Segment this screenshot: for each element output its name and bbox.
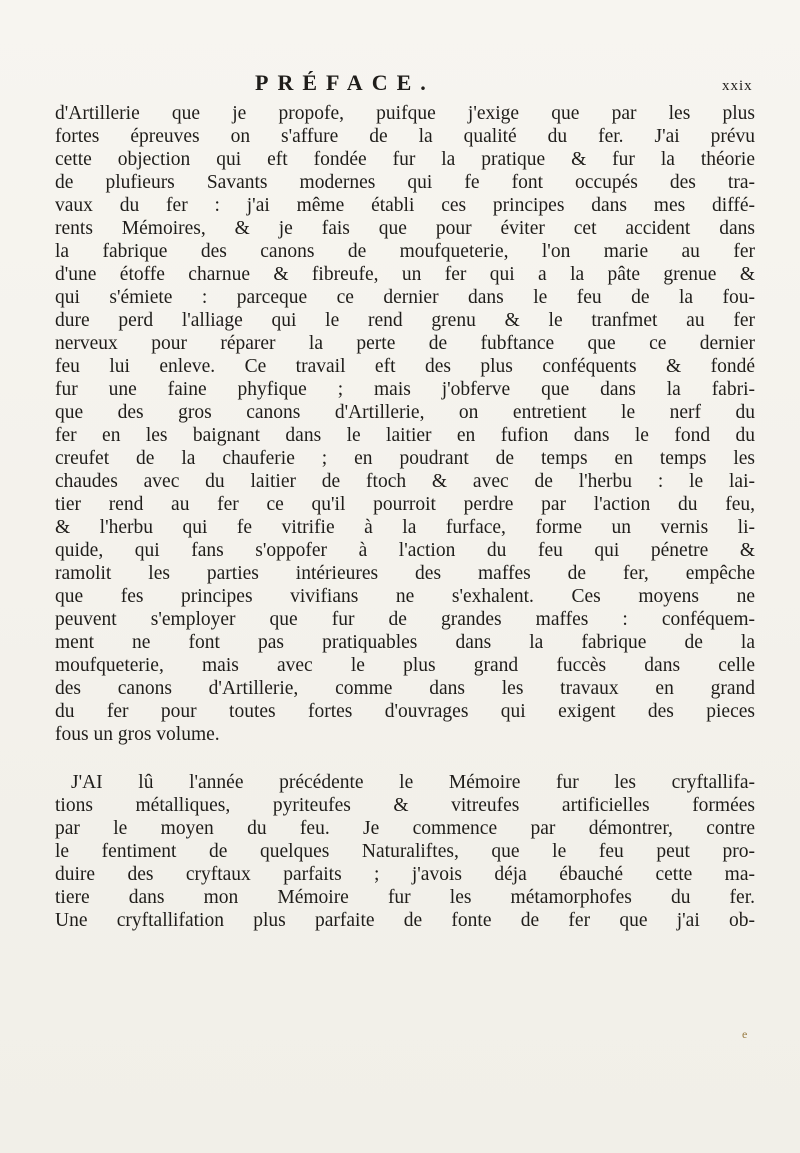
page-title: PRÉFACE. (255, 70, 435, 95)
text-line: tions métalliques, pyriteufes & vitreufes artificielles formées (55, 795, 755, 816)
text-line: des canons d'Artillerie, comme dans les travaux en grand (55, 678, 755, 699)
text-line: duire des cryftaux parfaits ; j'avois déja ébauché cette ma- (55, 864, 755, 885)
text-line: qui s'émiete : parceque ce dernier dans le feu de la fou- (55, 287, 755, 308)
text-line: fortes épreuves on s'affure de la qualité du fer. J'ai prévu (55, 126, 755, 147)
text-line: que fes principes vivifians ne s'exhalent. Ces moyens ne (55, 586, 755, 607)
text-line: creufet de la chauferie ; en poudrant de temps en temps les (55, 448, 755, 469)
text-line: chaudes avec du laitier de ftoch & avec de l'herbu : le lai- (55, 471, 755, 492)
text-line: fous un gros volume. (55, 724, 220, 745)
text-line: moufqueterie, mais avec le plus grand fuccès dans celle (55, 655, 755, 676)
text-line: du fer pour toutes fortes d'ouvrages qui exigent des pieces (55, 701, 755, 722)
text-line: rents Mémoires, & je fais que pour éviter cet accident dans (55, 218, 755, 239)
running-head (0, 70, 800, 100)
text-line: fer en les baignant dans le laitier en fufion dans le fond du (55, 425, 755, 446)
text-line: de plufieurs Savants modernes qui fe font occupés des tra- (55, 172, 755, 193)
text-line: cette objection qui eft fondée fur la pratique & fur la théorie (55, 149, 755, 170)
text-line: fur une faine phyfique ; mais j'obferve que dans la fabri- (55, 379, 755, 400)
text-line: d'une étoffe charnue & fibreufe, un fer qui a la pâte grenue & (55, 264, 755, 285)
text-line: ment ne font pas pratiquables dans la fabrique de la (55, 632, 755, 653)
text-line: le fentiment de quelques Naturaliftes, que le feu peut pro- (55, 841, 755, 862)
text-line: feu lui enleve. Ce travail eft des plus conféquents & fondé (55, 356, 755, 377)
text-line: la fabrique des canons de moufqueterie, l'on marie au fer (55, 241, 755, 262)
text-line: par le moyen du feu. Je commence par démontrer, contre (55, 818, 755, 839)
text-line: Une cryftallifation plus parfaite de fonte de fer que j'ai ob- (55, 910, 755, 931)
text-line: J'AI lû l'année précédente le Mémoire fur les cryftallifa- (71, 772, 755, 793)
body-text (55, 102, 755, 932)
paragraph-spacer (55, 746, 755, 771)
text-line: dure perd l'alliage qui le rend grenu & le tranfmet au fer (55, 310, 755, 331)
text-line: tier rend au fer ce qu'il pourroit perdre par l'action du feu, (55, 494, 755, 515)
signature-mark: e (742, 1027, 748, 1041)
text-line: ramolit les parties intérieures des maffes de fer, empêche (55, 563, 755, 584)
text-line: d'Artillerie que je propofe, puifque j'exige que par les plus (55, 103, 755, 124)
text-line: vaux du fer : j'ai même établi ces principes dans mes diffé- (55, 195, 755, 216)
page-number: xxix (722, 78, 753, 94)
text-line: & l'herbu qui fe vitrifie à la furface, forme un vernis li- (55, 517, 755, 538)
paragraph-2 (55, 771, 755, 932)
paragraph-1 (55, 102, 755, 746)
text-line: peuvent s'employer que fur de grandes maffes : conféquem- (55, 609, 755, 630)
text-line: nerveux pour réparer la perte de fubftance que ce dernier (55, 333, 755, 354)
text-line: quide, qui fans s'oppofer à l'action du feu qui pénetre & (55, 540, 755, 561)
text-line: que des gros canons d'Artillerie, on entretient le nerf du (55, 402, 755, 423)
text-line: tiere dans mon Mémoire fur les métamorphofes du fer. (55, 887, 755, 908)
